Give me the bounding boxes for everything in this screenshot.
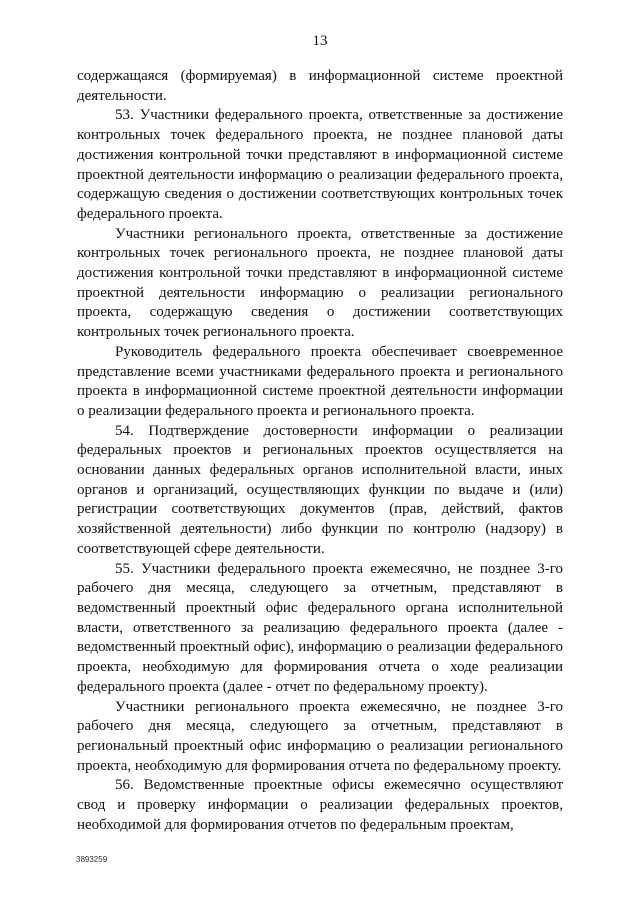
paragraph-56: 56. Ведомственные проектные офисы ежемесячно осуществляют свод и проверку информации о реализации федеральных проектов, необходимой для формирования отчетов по федеральным проектам, [77,777,563,833]
paragraph-55: 55. Участники федерального проекта ежемесячно, не позднее 3-го рабочего дня месяца, следующего за отчетным, представляют в ведомственный проектный офис федерального органа исполнительной власти, ответственного за реализацию федерального проекта (далее - ведомственный проектный офис), информацию о реализации федерального проекта, необходимую для формирования отчета о ходе реализации федерального проекта (далее - отчет по федеральному проекту). [77,560,563,695]
document-body [77,67,563,835]
page-number: 13 [312,33,328,49]
paragraph-53-head: Руководитель федерального проекта обеспечивает своевременное представление всеми участниками федерального проекта и регионального проекта в информационной системе проектной деятельности информации о реализации федерального проекта и регионального проекта. [77,343,563,419]
paragraph-55-regional: Участники регионального проекта ежемесячно, не позднее 3-го рабочего дня месяца, следующего за отчетным, представляют в региональный проектный офис информацию о реализации регионального проекта, необходимую для формирования отчета по федеральному проекту. [77,698,563,774]
paragraph-54: 54. Подтверждение достоверности информации о реализации федеральных проектов и региональных проектов осуществляется на основании данных федеральных органов исполнительной власти, иных органов и организаций, осуществляющих функции по выдаче и (или) регистрации соответствующих документов (прав, действий, фактов хозяйственной деятельности) либо функции по контролю (надзору) в соответствующей сфере деятельности. [77,422,563,557]
document-code: 3893259 [76,855,108,864]
paragraph-53: 53. Участники федерального проекта, ответственные за достижение контрольных точек федерального проекта, не позднее плановой даты достижения контрольной точки представляют в информационной системе проектной деятельности информацию о реализации федерального проекта, содержащую сведения о достижении соответствующих контрольных точек федерального проекта. [77,107,563,222]
paragraph-continuation: содержащаяся (формируемая) в информационной системе проектной деятельности. [77,68,563,104]
paragraph-53-regional: Участники регионального проекта, ответственные за достижение контрольных точек регионального проекта, не позднее плановой даты достижения контрольной точки представляют в информационной системе проектной деятельности информацию о реализации регионального проекта, содержащую сведения о достижении соответствующих контрольных точек регионального проекта. [77,225,563,341]
